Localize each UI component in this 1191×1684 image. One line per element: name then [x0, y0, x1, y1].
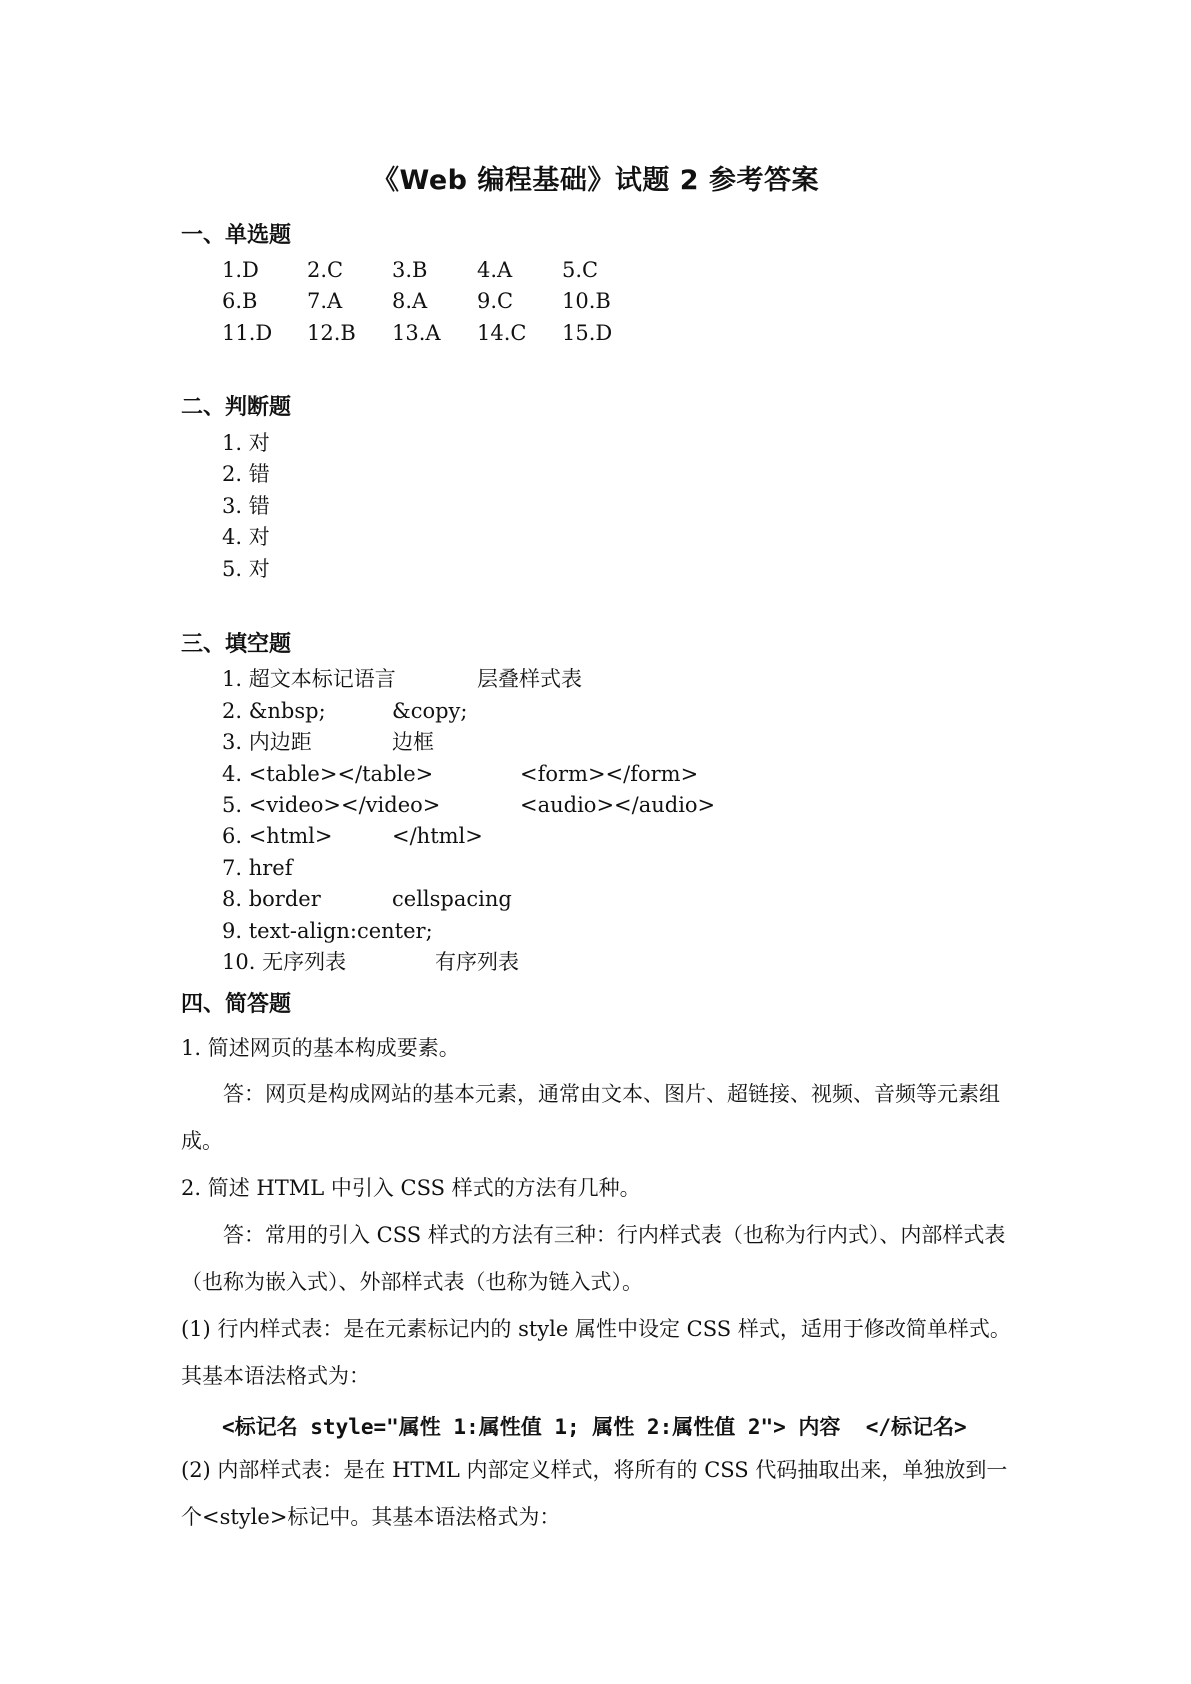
answer-item: 9.C	[477, 289, 514, 313]
answer-item: 5.C	[562, 258, 599, 282]
section-heading-single-choice: 一、单选题	[181, 223, 292, 248]
list-item: <audio></audio>	[520, 793, 716, 817]
question-2: 2. 简述 HTML 中引入 CSS 样式的方法有几种。	[181, 1176, 641, 1200]
list-item: </html>	[392, 824, 483, 848]
answer-item: 1.D	[222, 258, 259, 282]
answer-item: 6.B	[222, 289, 258, 313]
answer-item: 15.D	[562, 321, 613, 345]
answer-item: 4.A	[477, 258, 513, 282]
list-item: 6. <html>	[222, 824, 333, 848]
answer-item: 3.B	[392, 258, 428, 282]
list-item: 7. href	[222, 856, 293, 880]
answer-item: 13.A	[392, 321, 441, 345]
answer-item: 7.A	[307, 289, 343, 313]
method-2: (2) 内部样式表：是在 HTML 内部定义样式，将所有的 CSS 代码抽取出来，单独放到一个<style>标记中。其基本语法格式为：	[181, 1458, 1008, 1529]
list-item: 8. border	[222, 887, 321, 911]
answer-item: 8.A	[392, 289, 428, 313]
syntax-example: <标记名 style="属性 1:属性值 1; 属性 2:属性值 2"> 内容 </标记名>	[222, 1415, 967, 1439]
list-item: 有序列表	[435, 950, 519, 974]
list-item: cellspacing	[392, 887, 512, 911]
section-heading-true-false: 二、判断题	[181, 395, 292, 420]
answer-item: 11.D	[222, 321, 273, 345]
answer-item: 12.B	[307, 321, 356, 345]
list-item: 4. 对	[222, 525, 270, 549]
question-1: 1. 简述网页的基本构成要素。	[181, 1036, 460, 1060]
list-item: 5. 对	[222, 557, 270, 581]
answer-item: 10.B	[562, 289, 611, 313]
answer-item: 2.C	[307, 258, 344, 282]
list-item: 9. text-align:center;	[222, 919, 433, 943]
list-item: 10. 无序列表	[222, 950, 347, 974]
list-item: 3. 内边距	[222, 730, 312, 754]
list-item: &copy;	[392, 699, 468, 723]
section-heading-short-answer: 四、简答题	[181, 992, 292, 1017]
list-item: 2. 错	[222, 462, 270, 486]
answer-item: 14.C	[477, 321, 527, 345]
list-item: 4. <table></table>	[222, 762, 434, 786]
list-item: 1. 对	[222, 431, 270, 455]
list-item: 5. <video></video>	[222, 793, 441, 817]
list-item: 1. 超文本标记语言	[222, 667, 396, 691]
list-item: 3. 错	[222, 494, 270, 518]
list-item: <form></form>	[520, 762, 699, 786]
list-item: 2. &nbsp;	[222, 699, 326, 723]
method-1: (1) 行内样式表：是在元素标记内的 style 属性中设定 CSS 样式，适用于修改简单样式。其基本语法格式为：	[181, 1317, 1011, 1388]
section-heading-fill-blank: 三、填空题	[181, 632, 292, 657]
list-item: 边框	[392, 730, 434, 754]
list-item: 层叠样式表	[477, 667, 582, 691]
answer-2: 答：常用的引入 CSS 样式的方法有三种：行内样式表（也称为行内式）、内部样式表（也称为嵌入式）、外部样式表（也称为链入式）。	[181, 1223, 1006, 1294]
page-title: 《Web 编程基础》试题 2 参考答案	[372, 165, 819, 196]
answer-1: 答：网页是构成网站的基本元素，通常由文本、图片、超链接、视频、音频等元素组成。	[181, 1082, 1000, 1153]
